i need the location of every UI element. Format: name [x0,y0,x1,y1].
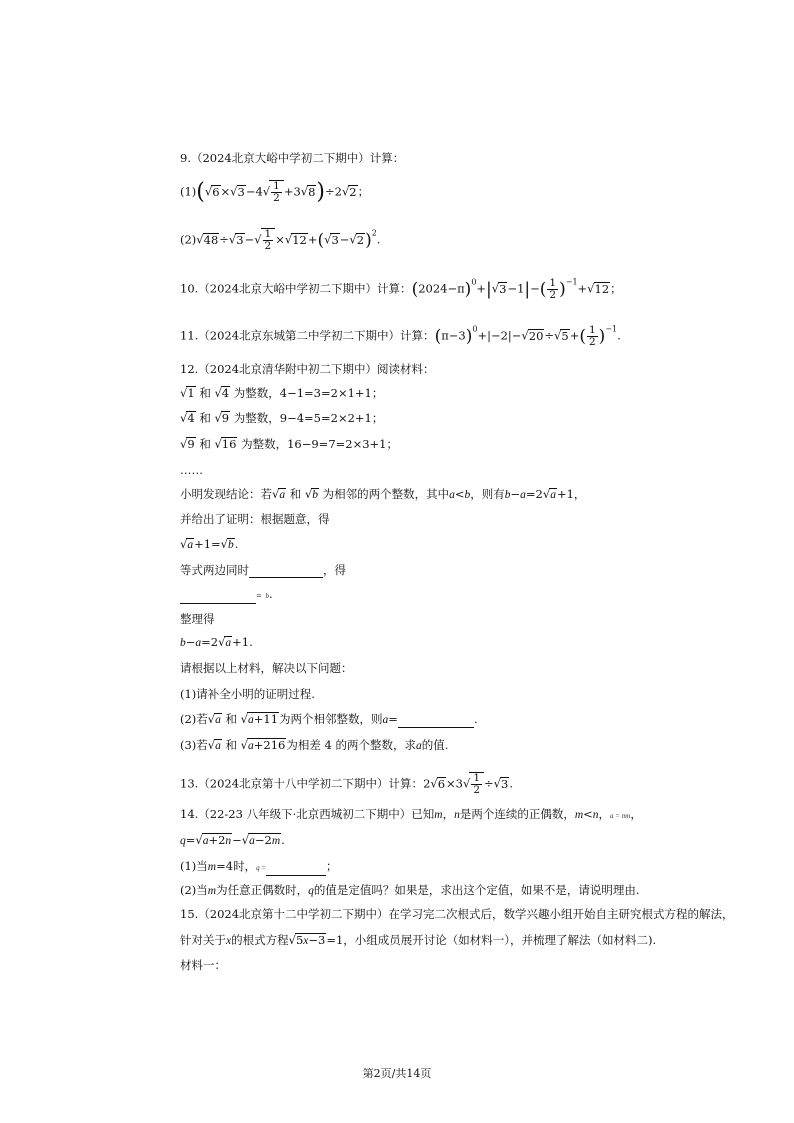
q12-result: b−a=2√a+1. [180,635,253,649]
q12-proof-eq: √a+1=√b. [180,537,239,551]
q12-sub2: (2)若√a 和 √a+11为两个相邻整数，则a= . [180,712,478,726]
q12-ask: 请根据以上材料，解决以下问题： [180,661,353,675]
q14-sub1: (1)当m=4时，q = ； [180,858,338,876]
q9-part1: (1)(√6×√3−4√ $\frac{1}{2}$ +3√8)÷2√2； [180,179,370,205]
q12-example-2: √4 和 √9 为整数，9−4=5=2×2+1； [180,411,384,425]
q12-header: 12.（2024北京清华附中初二下期中）阅读材料： [180,362,435,376]
q12-blank-line: = b. [180,586,273,604]
blank-1[interactable] [249,565,323,578]
q14-sub2: (2)当m为任意正偶数时，q的值是定值吗？如果是，求出这个定值，如果不是，请说明理由. [180,883,640,897]
page-footer: 第2页/共14页 [362,1067,432,1080]
q15-line1: 15.（2024北京第十二中学初二下期中）在学习完二次根式后，数学兴趣小组开始自主研究根式方程的解法， [180,907,734,921]
q15-material: 材料一： [180,958,226,972]
q9-header: 9.（2024北京大峪中学初二下期中）计算： [180,151,405,165]
q11-header: 11.（2024北京东城第二中学初二下期中）计算： [180,328,435,343]
q12-example-3: √9 和 √16 为整数，16−9=7=2×3+1； [180,437,398,451]
q13-header: 13.（2024北京第十八中学初二下期中）计算： [180,776,424,791]
q12-conclusion: 小明发现结论：若√a 和 √b 为相邻的两个整数，其中a<b，则有b−a=2√a+1， [180,487,586,501]
q12-proof-intro: 并给出了证明：根据题意，得 [180,512,330,526]
q12-sub1: (1)请补全小明的证明过程. [180,687,315,701]
q11: 11.（2024北京东城第二中学初二下期中）计算：$(\pi-3)^0+|-2|-√20\div√5+$( $\frac{1}{2}$ )$^{-1}$. [180,324,621,348]
q15-line2: 针对关于x的根式方程√5x−3=1，小组成员展开讨论（如材料一），并梳理了解法（如材料二). [180,933,657,947]
q12-tidy: 整理得 [180,612,215,626]
q9-part2-label: (2) [180,232,197,247]
q13: 13.（2024北京第十八中学初二下期中）计算：2√6×3√ $\frac{1}{2}$ ÷√3. [180,772,513,796]
q12-sub3: (3)若√a 和 √a+216为相差 4 的两个整数，求a的值. [180,738,449,752]
q10: 10.（2024北京大峪中学初二下期中）计算：$(2024-\pi)^0+|√3-1|-$( $\frac{1}{2}$ )$^{-1}$+√12； [180,277,622,301]
q12-example-1: √1 和 √4 为整数，4−1=3=2×1+1； [180,386,384,400]
blank-4[interactable] [266,863,326,876]
q9-part2: (2)√48÷√3−√ $\frac{1}{2}$ $\times√12+(√3-√2)^2$. [180,228,381,252]
blank-2[interactable] [180,591,256,604]
blank-3[interactable] [398,715,474,728]
q12-ellipsis: …… [180,463,203,477]
q12-both-sides: 等式两边同时 ，得 [180,563,346,577]
q10-header: 10.（2024北京大峪中学初二下期中）计算： [180,281,412,296]
q14-q-def: q=√a+2n−√a−2m. [180,833,285,847]
q9-part1-label: (1) [180,184,197,199]
q14-header: 14.（22-23 八年级下·北京西城初二下期中）已知m，n是两个连续的正偶数，m<n，a = mn， [180,807,642,821]
